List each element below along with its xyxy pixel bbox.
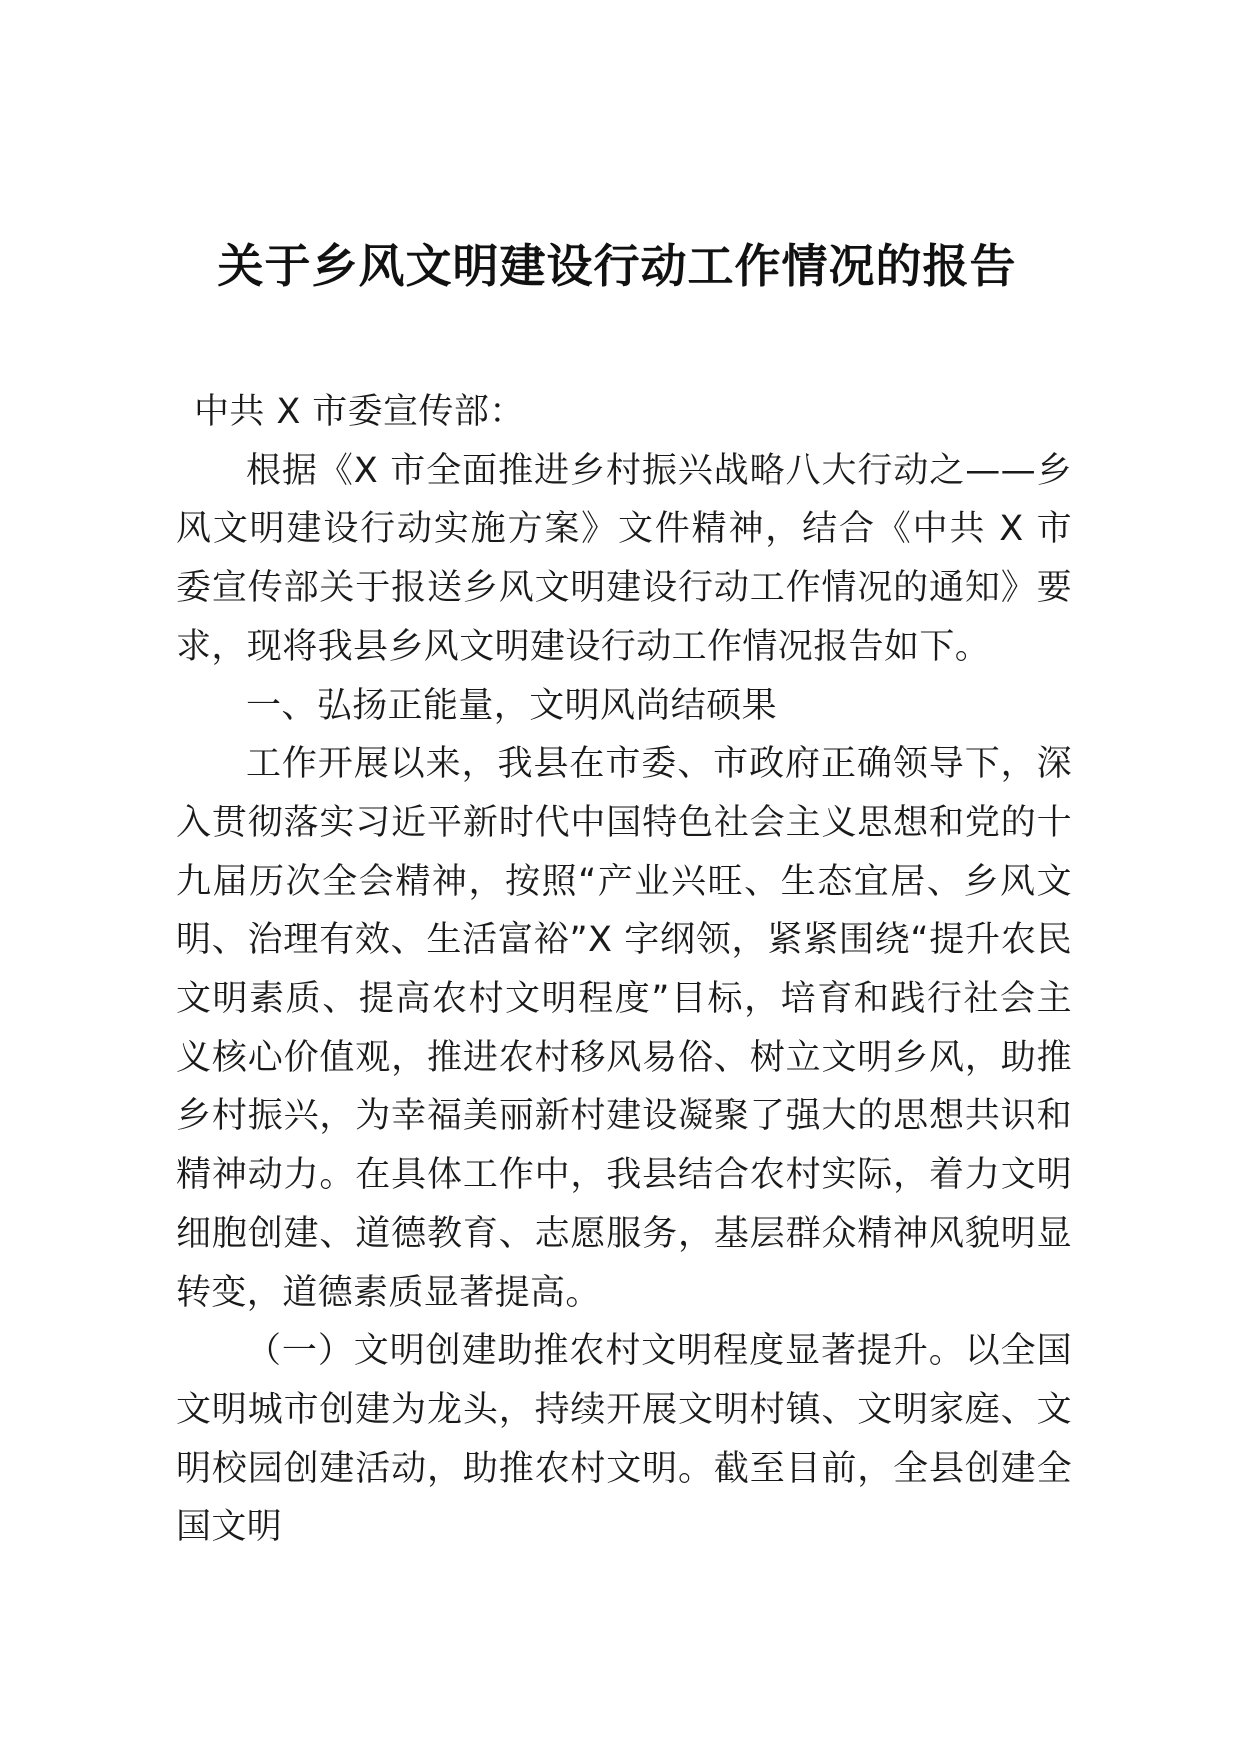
salutation: 中共 X 市委宣传部： bbox=[194, 392, 525, 432]
document-title: 关于乡风文明建设行动工作情况的报告 bbox=[217, 239, 1017, 293]
document-body bbox=[176, 383, 1072, 1557]
paragraph-section-1: 工作开展以来，我县在市委、市政府正确领导下，深入贯彻落实习近平新时代中国特色社会主义思想和党的十九届历次全会精神，按照“产业兴旺、生态宜居、乡风文明、治理有效、生活富裕”X 字纲领，紧紧围绕“提升农民文明素质、提高农村文明程度”目标，培育和践行社会主义核心价值观，推进农村移风易俗、树立文明乡风，助推乡村振兴，为幸福美丽新村建设凝聚了强大的思想共识和精神动力。在具体工作中，我县结合农村实际，着力文明细胞创建、道德教育、志愿服务，基层群众精神风貌明显转变，道德素质显著提高。 bbox=[176, 744, 1072, 1313]
paragraph-subsection-1: （一）文明创建助推农村文明程度显著提升。以全国文明城市创建为龙头，持续开展文明村镇、文明家庭、文明校园创建活动，助推农村文明。截至目前，全县创建全国文明 bbox=[176, 1331, 1072, 1548]
paragraph-intro: 根据《X 市全面推进乡村振兴战略八大行动之——乡风文明建设行动实施方案》文件精神，结合《中共 X 市委宣传部关于报送乡风文明建设行动工作情况的通知》要求，现将我县乡风文明建设行动工作情况报告如下。 bbox=[176, 450, 1072, 667]
section-heading-1: 一、弘扬正能量，文明风尚结硕果 bbox=[246, 685, 778, 726]
